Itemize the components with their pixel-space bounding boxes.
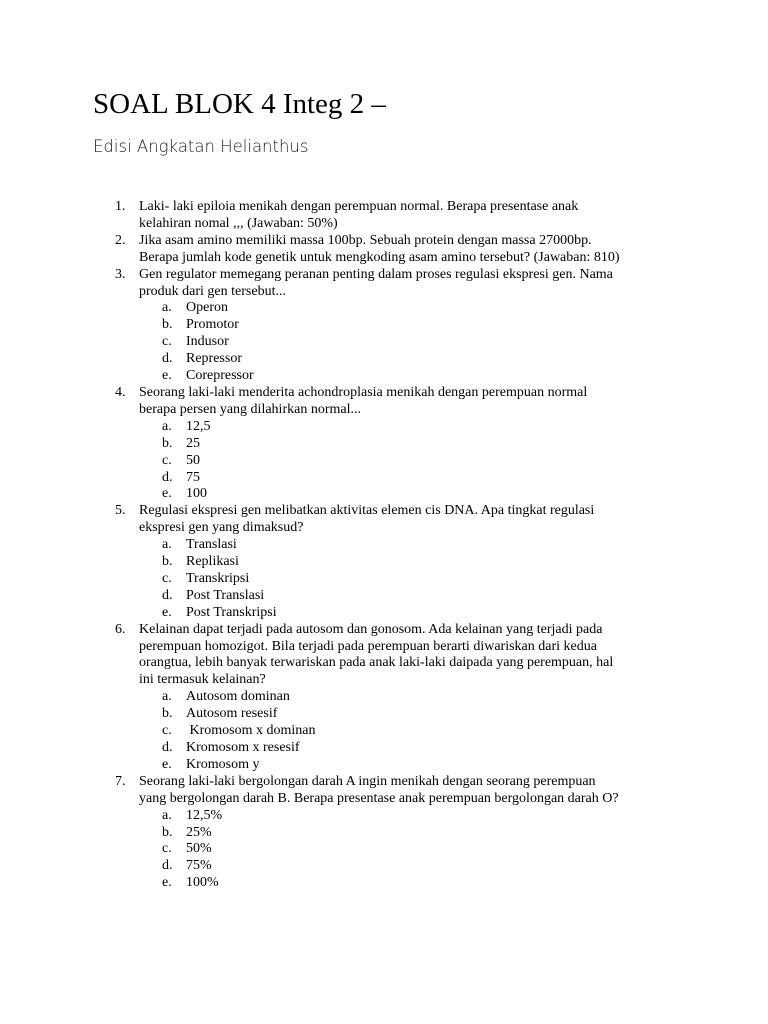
option-letter: b. xyxy=(162,706,173,722)
option-letter: b. xyxy=(162,317,173,333)
option-text: 75% xyxy=(186,858,212,874)
answer-option xyxy=(0,537,768,554)
question-number: 3. xyxy=(115,266,126,282)
option-text: 100% xyxy=(186,875,219,891)
answer-option xyxy=(0,317,768,334)
answer-options xyxy=(139,808,768,893)
question-text-line: ekspresi gen yang dimaksud? xyxy=(139,520,304,536)
question-item xyxy=(0,199,768,233)
option-letter: a. xyxy=(162,418,172,434)
question-text-line: ini termasuk kelainan? xyxy=(139,672,266,688)
answer-option xyxy=(0,368,768,385)
option-text: 75 xyxy=(186,469,200,485)
option-text: 12,5 xyxy=(186,418,211,434)
question-list xyxy=(0,199,768,892)
answer-option xyxy=(0,808,768,825)
answer-option xyxy=(0,841,768,858)
answer-option xyxy=(0,858,768,875)
option-text: Replikasi xyxy=(186,554,239,570)
answer-option xyxy=(0,300,768,317)
answer-option xyxy=(0,605,768,622)
question-text-line: perempuan homozigot. Bila terjadi pada perempuan berarti diwariskan dari kedua xyxy=(139,638,597,654)
question-number: 1. xyxy=(115,199,126,214)
question-text-line: Seorang laki-laki menderita achondroplasia menikah dengan perempuan normal xyxy=(139,384,588,400)
option-letter: c. xyxy=(162,334,172,350)
option-text: Kromosom x resesif xyxy=(186,740,300,755)
answer-option xyxy=(0,689,768,706)
answer-option xyxy=(0,436,768,453)
answer-option xyxy=(0,875,768,892)
answer-option xyxy=(0,723,768,740)
option-text: Corepressor xyxy=(186,368,254,384)
answer-option xyxy=(0,588,768,605)
question-text-line: Kelainan dapat terjadi pada autosom dan gonosom. Ada kelainan yang terjadi pada xyxy=(139,621,603,637)
answer-option xyxy=(0,470,768,487)
option-letter: c. xyxy=(162,723,172,739)
answer-option xyxy=(0,571,768,588)
answer-option xyxy=(0,419,768,436)
option-letter: a. xyxy=(162,807,172,823)
document-title: SOAL BLOK 4 Integ 2 – xyxy=(93,88,386,120)
answer-option xyxy=(0,554,768,571)
answer-option xyxy=(0,486,768,503)
question-text-line: Berapa jumlah kode genetik untuk mengkoding asam amino tersebut? (Jawaban: 810) xyxy=(139,249,620,265)
option-letter: b. xyxy=(162,824,173,840)
question-number: 4. xyxy=(115,384,126,400)
answer-option xyxy=(0,334,768,351)
document-subtitle: Edisi Angkatan Helianthus xyxy=(93,137,309,156)
option-letter: d. xyxy=(162,469,173,485)
option-letter: a. xyxy=(162,300,172,316)
question-text-line: Gen regulator memegang peranan penting dalam proses regulasi ekspresi gen. Nama xyxy=(139,266,613,282)
option-letter: e. xyxy=(162,756,172,772)
option-text: Post Translasi xyxy=(186,587,265,603)
question-item xyxy=(0,267,768,385)
option-letter: e. xyxy=(162,368,172,384)
option-text: Autosom dominan xyxy=(186,689,290,705)
option-letter: c. xyxy=(162,452,172,468)
answer-option xyxy=(0,757,768,774)
option-letter: a. xyxy=(162,537,172,553)
option-text: Post Transkripsi xyxy=(186,604,277,620)
answer-options xyxy=(139,689,768,774)
option-text: Promotor xyxy=(186,317,239,333)
answer-option xyxy=(0,351,768,368)
option-letter: b. xyxy=(162,554,173,570)
question-number: 7. xyxy=(115,773,126,789)
option-letter: d. xyxy=(162,587,173,603)
question-text-line: yang bergolongan darah B. Berapa presentase anak perempuan bergolongan darah O? xyxy=(139,790,619,806)
option-letter: e. xyxy=(162,486,172,502)
question-text-line: berapa persen yang dilahirkan normal... xyxy=(139,401,361,417)
question-text-line: kelahiran nomal ,,, (Jawaban: 50%) xyxy=(139,215,338,231)
option-letter: c. xyxy=(162,570,172,586)
question-item xyxy=(0,233,768,267)
option-text: 50% xyxy=(186,841,212,857)
answer-option xyxy=(0,706,768,723)
option-text: Transkripsi xyxy=(186,570,250,586)
option-letter: d. xyxy=(162,740,173,755)
answer-option xyxy=(0,740,768,757)
option-text: 25 xyxy=(186,435,200,451)
option-text: 100 xyxy=(186,486,207,502)
question-item xyxy=(0,622,768,774)
option-letter: c. xyxy=(162,841,172,857)
question-number: 2. xyxy=(115,232,126,248)
option-text: Autosom resesif xyxy=(186,706,278,722)
option-letter: e. xyxy=(162,604,172,620)
question-number: 6. xyxy=(115,621,126,637)
option-letter: a. xyxy=(162,689,172,705)
question-text-line: Regulasi ekspresi gen melibatkan aktivitas elemen cis DNA. Apa tingkat regulasi xyxy=(139,503,595,519)
option-letter: b. xyxy=(162,435,173,451)
question-item xyxy=(0,385,768,503)
question-item xyxy=(0,503,768,621)
question-item xyxy=(0,774,768,892)
question-text-line: Jika asam amino memiliki massa 100bp. Sebuah protein dengan massa 27000bp. xyxy=(139,232,592,248)
question-text-line: produk dari gen tersebut... xyxy=(139,283,286,299)
answer-option xyxy=(0,825,768,842)
answer-options xyxy=(139,537,768,622)
option-letter: d. xyxy=(162,858,173,874)
option-text: Indusor xyxy=(186,334,229,350)
option-letter: d. xyxy=(162,351,173,367)
answer-option xyxy=(0,453,768,470)
option-text: Repressor xyxy=(186,351,242,367)
option-text: Kromosom y xyxy=(186,756,260,772)
option-text: Kromosom x dominan xyxy=(186,723,316,739)
question-text-line: Laki- laki epiloia menikah dengan perempuan normal. Berapa presentase anak xyxy=(139,199,579,214)
option-text: 50 xyxy=(186,452,200,468)
question-text-line: orangtua, lebih banyak terwariskan pada anak laki-laki daipada yang perempuan, hal xyxy=(139,655,614,671)
option-text: 25% xyxy=(186,824,212,840)
question-number: 5. xyxy=(115,503,126,519)
question-text-line: Seorang laki-laki bergolongan darah A ingin menikah dengan seorang perempuan xyxy=(139,773,596,789)
answer-options xyxy=(139,300,768,385)
option-letter: e. xyxy=(162,875,172,891)
option-text: 12,5% xyxy=(186,807,223,823)
answer-options xyxy=(139,419,768,504)
option-text: Operon xyxy=(186,300,228,316)
option-text: Translasi xyxy=(186,537,237,553)
